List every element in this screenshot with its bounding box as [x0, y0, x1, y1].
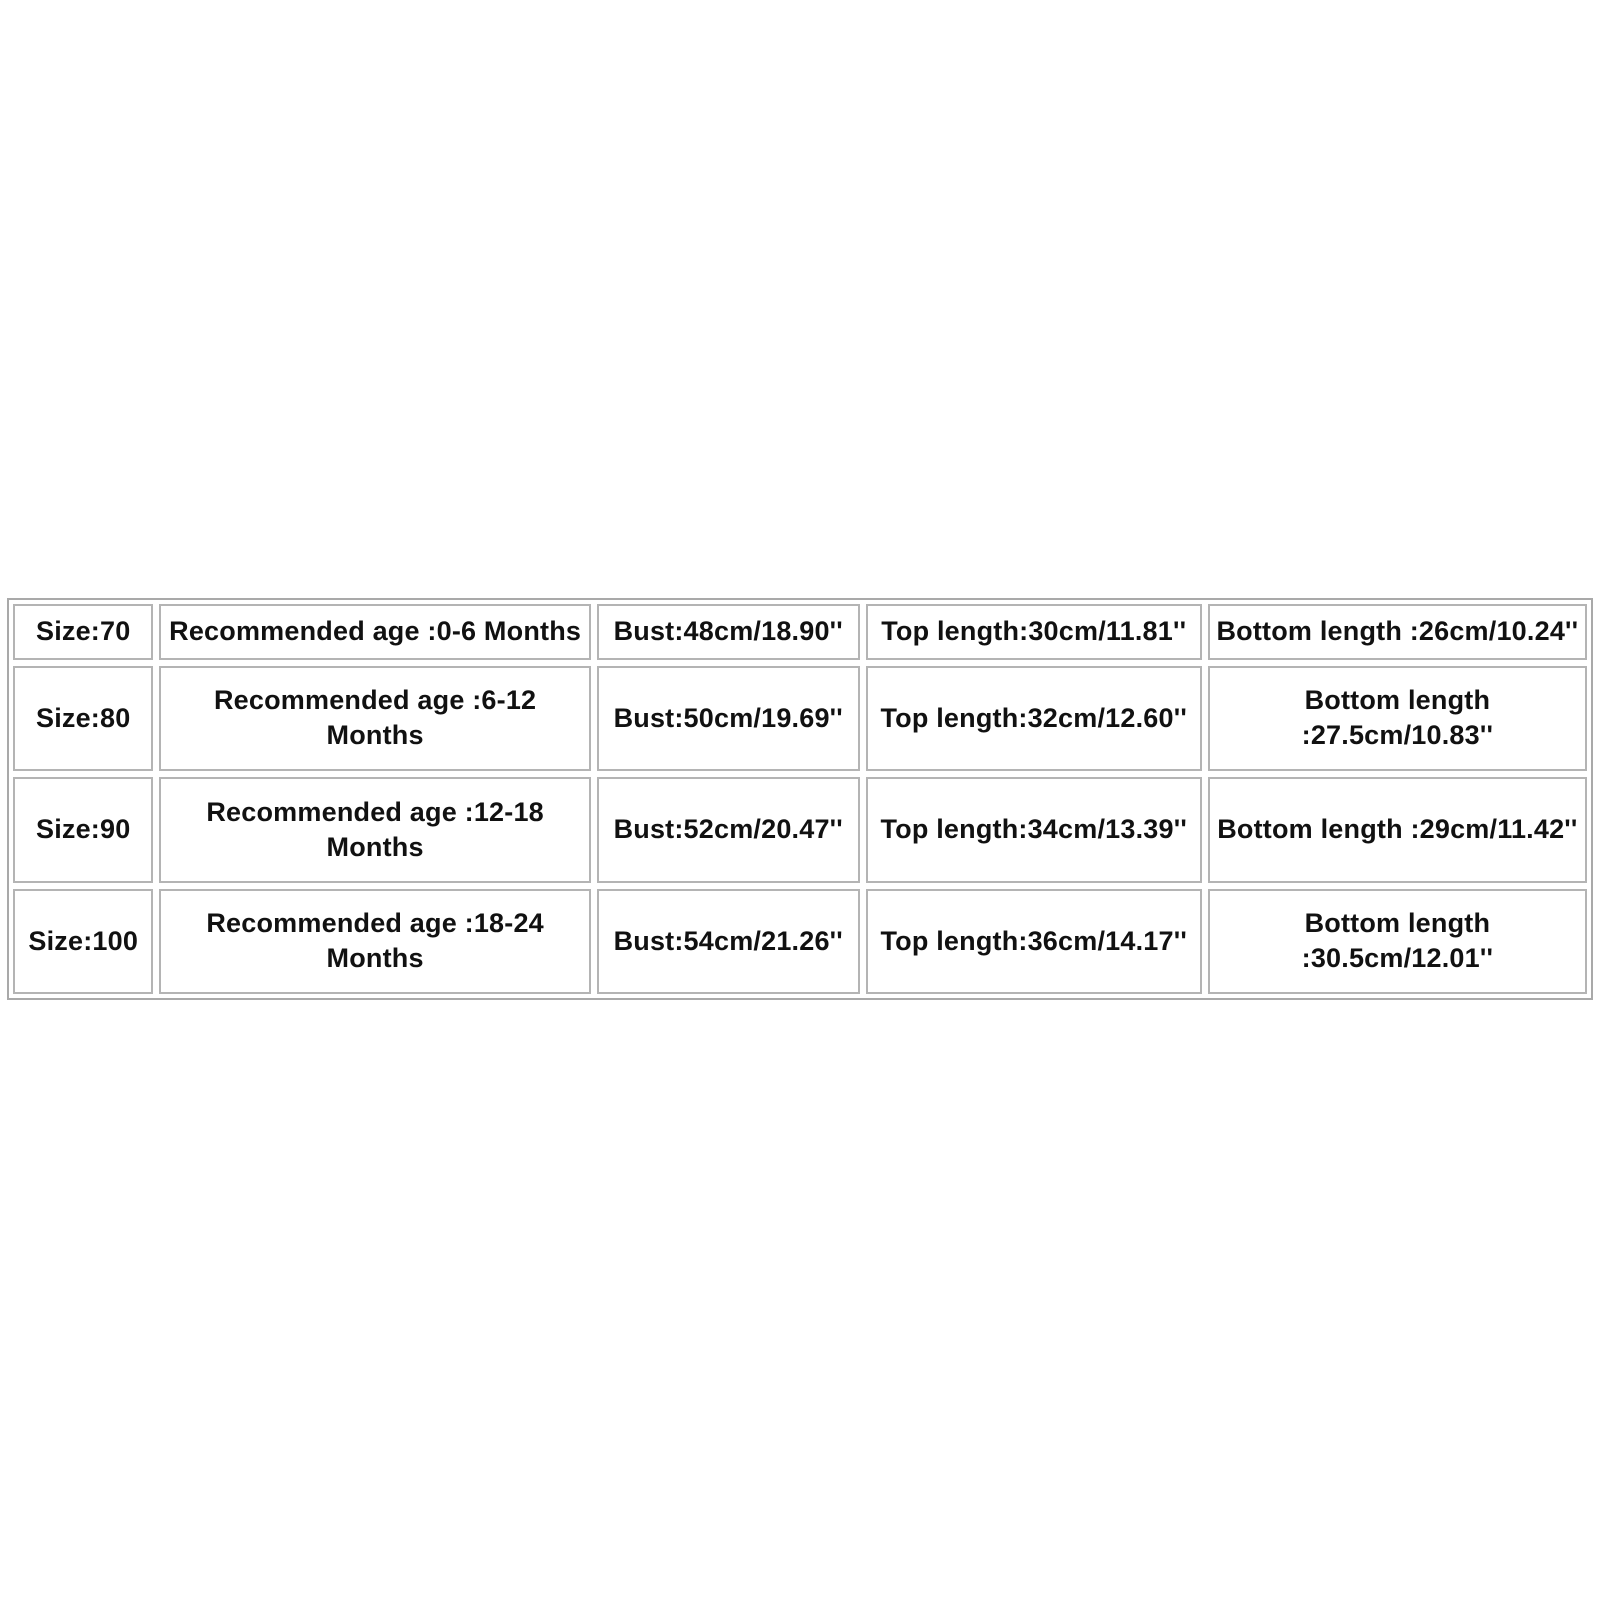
bottom-length-cell: Bottom length :27.5cm/10.83'' — [1208, 666, 1587, 771]
bust-cell: Bust:54cm/21.26'' — [597, 889, 860, 994]
table-row — [13, 777, 1587, 882]
table-row — [13, 666, 1587, 771]
bottom-length-cell: Bottom length :29cm/11.42'' — [1208, 777, 1587, 882]
bust-cell: Bust:48cm/18.90'' — [597, 604, 860, 660]
top-length-cell: Top length:30cm/11.81'' — [866, 604, 1202, 660]
bottom-length-cell: Bottom length :26cm/10.24'' — [1208, 604, 1587, 660]
age-cell: Recommended age :18-24 Months — [159, 889, 590, 994]
size-cell: Size:70 — [13, 604, 153, 660]
bust-cell: Bust:50cm/19.69'' — [597, 666, 860, 771]
size-cell: Size:100 — [13, 889, 153, 994]
size-chart-table — [7, 598, 1593, 1000]
age-cell: Recommended age :6-12 Months — [159, 666, 590, 771]
top-length-cell: Top length:34cm/13.39'' — [866, 777, 1202, 882]
age-cell: Recommended age :12-18 Months — [159, 777, 590, 882]
table-row — [13, 604, 1587, 660]
top-length-cell: Top length:32cm/12.60'' — [866, 666, 1202, 771]
bottom-length-cell: Bottom length :30.5cm/12.01'' — [1208, 889, 1587, 994]
bust-cell: Bust:52cm/20.47'' — [597, 777, 860, 882]
age-cell: Recommended age :0-6 Months — [159, 604, 590, 660]
table-row — [13, 889, 1587, 994]
top-length-cell: Top length:36cm/14.17'' — [866, 889, 1202, 994]
size-cell: Size:80 — [13, 666, 153, 771]
size-chart-frame — [7, 598, 1593, 1000]
size-cell: Size:90 — [13, 777, 153, 882]
